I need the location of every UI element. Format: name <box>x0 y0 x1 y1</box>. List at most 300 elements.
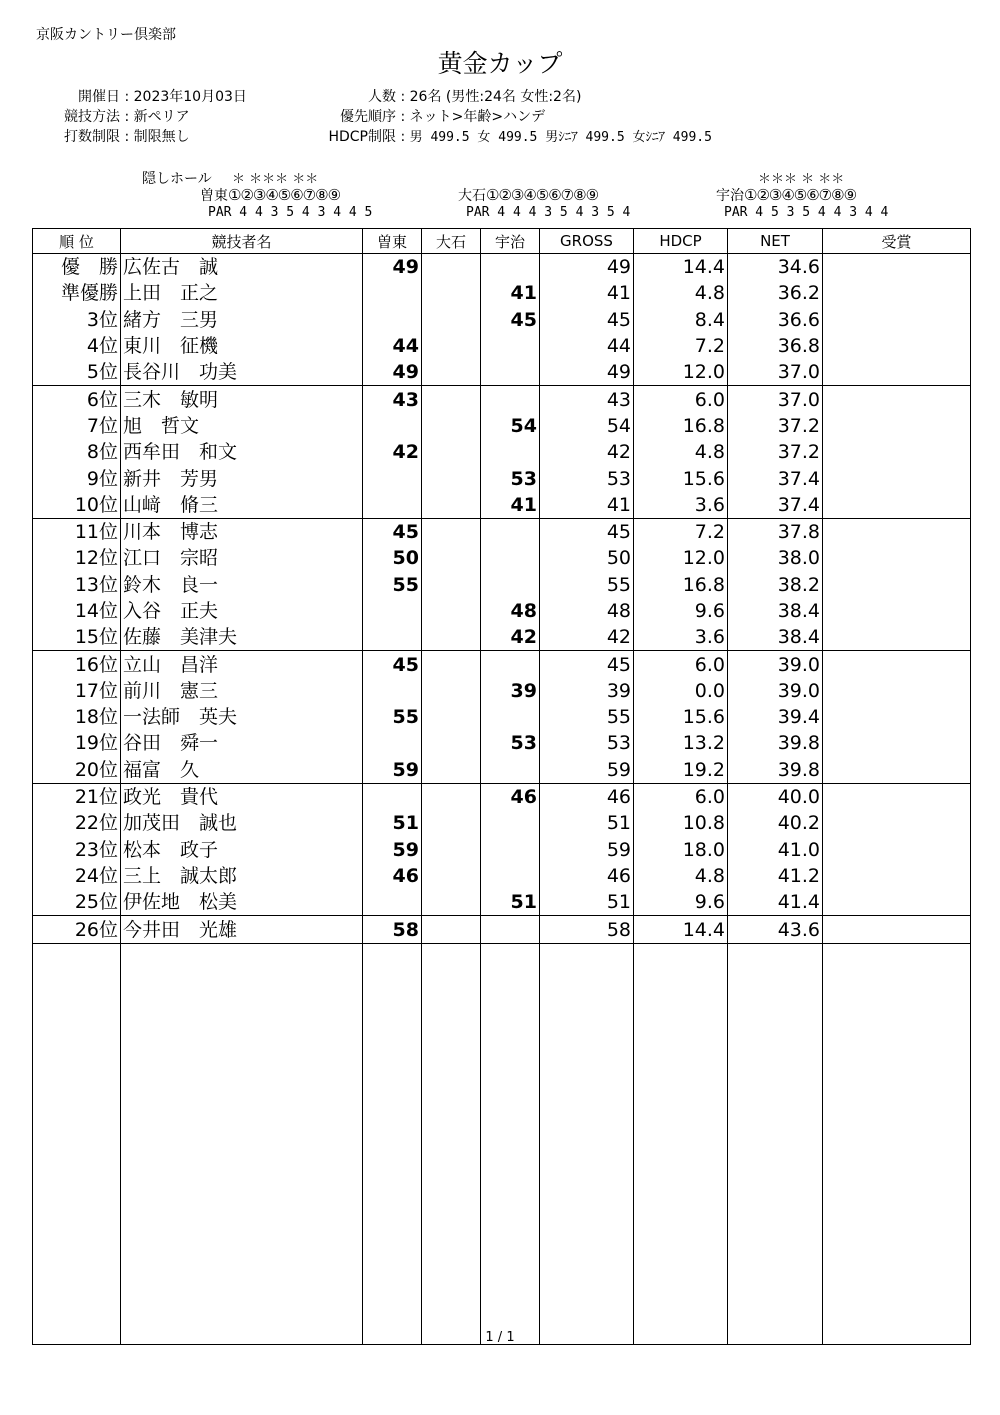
cell-name: 佐藤 美津夫 <box>121 624 363 651</box>
filler-cell <box>540 943 634 1344</box>
cell-name: 三木 敏明 <box>121 386 363 413</box>
cell-rank: 26位 <box>33 916 121 943</box>
cell-name: 旭 哲文 <box>121 413 363 439</box>
cell-rank: 16位 <box>33 651 121 678</box>
cell-score-oishi <box>422 598 481 624</box>
cell-score-oishi <box>422 651 481 678</box>
cell-score-uji: 42 <box>481 624 540 651</box>
cell-rank: 8位 <box>33 439 121 465</box>
cell-score-sotou: 58 <box>363 916 422 943</box>
cell-score-sotou: 45 <box>363 651 422 678</box>
cell-hdcp: 3.6 <box>634 492 728 519</box>
col-award: 受賞 <box>823 229 971 254</box>
table-row <box>33 333 971 359</box>
cell-hdcp: 7.2 <box>634 518 728 545</box>
table-row <box>33 386 971 413</box>
cell-gross: 49 <box>540 359 634 386</box>
cell-award <box>823 730 971 756</box>
cell-score-uji: 48 <box>481 598 540 624</box>
cell-rank: 23位 <box>33 837 121 863</box>
cell-gross: 51 <box>540 810 634 836</box>
cell-net: 37.2 <box>728 439 823 465</box>
cell-hdcp: 16.8 <box>634 413 728 439</box>
table-row <box>33 757 971 784</box>
table-row <box>33 359 971 386</box>
cell-net: 40.2 <box>728 810 823 836</box>
course-uji-holes: ①②③④⑤⑥⑦⑧⑨ <box>744 186 857 204</box>
cell-hdcp: 18.0 <box>634 837 728 863</box>
col-net: NET <box>728 229 823 254</box>
cell-gross: 55 <box>540 572 634 598</box>
cell-hdcp: 13.2 <box>634 730 728 756</box>
cell-rank: 9位 <box>33 465 121 491</box>
table-row <box>33 465 971 491</box>
cell-award <box>823 333 971 359</box>
cell-score-uji: 39 <box>481 678 540 704</box>
info-method-label: 競技方法 <box>64 109 120 125</box>
cell-hdcp: 16.8 <box>634 572 728 598</box>
cell-gross: 54 <box>540 413 634 439</box>
table-row <box>33 492 971 519</box>
cell-score-oishi <box>422 518 481 545</box>
cell-gross: 55 <box>540 704 634 730</box>
cell-net: 43.6 <box>728 916 823 943</box>
cell-score-oishi <box>422 307 481 333</box>
col-uji: 宇治 <box>481 229 540 254</box>
cell-name: 長谷川 功美 <box>121 359 363 386</box>
cell-award <box>823 837 971 863</box>
cell-score-sotou <box>363 307 422 333</box>
cell-rank: 10位 <box>33 492 121 519</box>
info-limit-label: 打数制限 <box>64 129 120 145</box>
cell-name: 谷田 舜一 <box>121 730 363 756</box>
cell-score-uji <box>481 704 540 730</box>
cell-score-uji <box>481 359 540 386</box>
info-limit-value: 制限無し <box>133 129 190 145</box>
cell-gross: 39 <box>540 678 634 704</box>
cell-award <box>823 359 971 386</box>
cell-score-uji: 51 <box>481 889 540 916</box>
cell-rank: 17位 <box>33 678 121 704</box>
club-name: 京阪カントリー倶楽部 <box>36 27 176 43</box>
cell-gross: 46 <box>540 863 634 889</box>
col-hdcp: HDCP <box>634 229 728 254</box>
cell-score-oishi <box>422 916 481 943</box>
cell-score-sotou: 45 <box>363 518 422 545</box>
cell-gross: 42 <box>540 624 634 651</box>
cell-award <box>823 307 971 333</box>
cell-award <box>823 889 971 916</box>
info-method-value: 新ペリア <box>133 109 190 125</box>
cell-rank: 13位 <box>33 572 121 598</box>
cell-score-oishi <box>422 413 481 439</box>
cell-hdcp: 6.0 <box>634 651 728 678</box>
cell-award <box>823 439 971 465</box>
cell-score-oishi <box>422 889 481 916</box>
cell-score-oishi <box>422 730 481 756</box>
cell-gross: 53 <box>540 730 634 756</box>
table-row <box>33 545 971 571</box>
hidden-holes-label: 隠しホール <box>142 171 212 187</box>
table-row <box>33 678 971 704</box>
cell-name: 福富 久 <box>121 757 363 784</box>
cell-score-oishi <box>422 280 481 306</box>
cell-hdcp: 3.6 <box>634 624 728 651</box>
info-date-value: 2023年10月03日 <box>133 89 247 105</box>
cell-award <box>823 386 971 413</box>
cell-net: 37.0 <box>728 386 823 413</box>
cell-net: 39.0 <box>728 678 823 704</box>
cell-name: 三上 誠太郎 <box>121 863 363 889</box>
cell-score-oishi <box>422 837 481 863</box>
cell-net: 37.4 <box>728 492 823 519</box>
cell-award <box>823 465 971 491</box>
course-uji <box>716 188 856 204</box>
cell-gross: 44 <box>540 333 634 359</box>
table-row <box>33 704 971 730</box>
cell-score-sotou: 55 <box>363 704 422 730</box>
filler-cell <box>363 943 422 1344</box>
table-row <box>33 916 971 943</box>
cell-score-sotou <box>363 730 422 756</box>
cell-score-uji: 53 <box>481 465 540 491</box>
table-row <box>33 863 971 889</box>
info-date: 開催日 : 2023年10月03日 <box>48 86 247 106</box>
cell-gross: 50 <box>540 545 634 571</box>
cell-award <box>823 678 971 704</box>
course-oishi <box>458 188 598 204</box>
cell-name: 広佐古 誠 <box>121 254 363 281</box>
cell-score-uji <box>481 863 540 889</box>
cell-hdcp: 15.6 <box>634 704 728 730</box>
cell-gross: 49 <box>540 254 634 281</box>
cell-name: 政光 貴代 <box>121 783 363 810</box>
cell-score-sotou: 55 <box>363 572 422 598</box>
cell-award <box>823 492 971 519</box>
cell-name: 前川 憲三 <box>121 678 363 704</box>
course-uji-par: PAR 4 5 3 5 4 4 3 4 4 <box>724 205 889 220</box>
table-row <box>33 413 971 439</box>
cell-score-sotou: 49 <box>363 254 422 281</box>
col-rank: 順 位 <box>33 229 121 254</box>
cell-score-uji <box>481 810 540 836</box>
course-sotou-name: 曽東 <box>200 188 228 204</box>
cell-hdcp: 15.6 <box>634 465 728 491</box>
cell-net: 37.2 <box>728 413 823 439</box>
info-priority-label: 優先順序 <box>340 109 396 125</box>
cell-score-sotou <box>363 598 422 624</box>
cell-gross: 41 <box>540 280 634 306</box>
cell-net: 37.4 <box>728 465 823 491</box>
cell-rank: 15位 <box>33 624 121 651</box>
cell-score-sotou: 51 <box>363 810 422 836</box>
cell-hdcp: 9.6 <box>634 889 728 916</box>
cell-score-oishi <box>422 545 481 571</box>
page-title: 黄金カップ <box>437 49 563 78</box>
cell-hdcp: 10.8 <box>634 810 728 836</box>
filler-cell <box>823 943 971 1344</box>
cell-rank: 優 勝 <box>33 254 121 281</box>
cell-award <box>823 518 971 545</box>
info-date-label: 開催日 <box>78 89 120 105</box>
cell-score-uji <box>481 545 540 571</box>
cell-name: 今井田 光雄 <box>121 916 363 943</box>
cell-award <box>823 572 971 598</box>
cell-name: 伊佐地 松美 <box>121 889 363 916</box>
table-row <box>33 783 971 810</box>
info-count-value: 26名 (男性:24名 女性:2名) <box>409 89 582 105</box>
cell-rank: 22位 <box>33 810 121 836</box>
cell-gross: 42 <box>540 439 634 465</box>
cell-hdcp: 7.2 <box>634 333 728 359</box>
results-table <box>32 228 971 1345</box>
cell-score-oishi <box>422 678 481 704</box>
cell-score-sotou: 42 <box>363 439 422 465</box>
table-row <box>33 254 971 281</box>
cell-award <box>823 413 971 439</box>
cell-hdcp: 12.0 <box>634 545 728 571</box>
cell-award <box>823 651 971 678</box>
info-count: 人数 : 26名 (男性:24名 女性:2名) <box>310 86 581 106</box>
cell-rank: 12位 <box>33 545 121 571</box>
cell-score-sotou: 59 <box>363 837 422 863</box>
cell-rank: 14位 <box>33 598 121 624</box>
cell-hdcp: 9.6 <box>634 598 728 624</box>
cell-gross: 59 <box>540 757 634 784</box>
col-sotou: 曽東 <box>363 229 422 254</box>
cell-name: 立山 昌洋 <box>121 651 363 678</box>
cell-score-oishi <box>422 386 481 413</box>
cell-gross: 46 <box>540 783 634 810</box>
cell-score-sotou <box>363 280 422 306</box>
cell-award <box>823 810 971 836</box>
cell-rank: 準優勝 <box>33 280 121 306</box>
info-priority: 優先順序 : ネット>年齢>ハンデ <box>310 106 545 126</box>
cell-score-uji <box>481 651 540 678</box>
course-sotou-stars: ＊ ＊＊＊ ＊＊ <box>232 172 319 187</box>
course-sotou-holes: ①②③④⑤⑥⑦⑧⑨ <box>228 186 341 204</box>
info-hdcp: HDCP制限 : 男 499.5 女 499.5 男ｼﾆｱ 499.5 女ｼﾆｱ 499.5 <box>310 126 712 146</box>
cell-gross: 59 <box>540 837 634 863</box>
cell-hdcp: 0.0 <box>634 678 728 704</box>
cell-score-sotou <box>363 465 422 491</box>
cell-score-uji: 41 <box>481 492 540 519</box>
cell-name: 緒方 三男 <box>121 307 363 333</box>
cell-rank: 25位 <box>33 889 121 916</box>
cell-rank: 3位 <box>33 307 121 333</box>
cell-hdcp: 12.0 <box>634 359 728 386</box>
col-oishi: 大石 <box>422 229 481 254</box>
cell-net: 37.8 <box>728 518 823 545</box>
cell-score-uji <box>481 333 540 359</box>
page-number: 1 / 1 <box>485 1330 515 1345</box>
filler-cell <box>481 943 540 1344</box>
cell-net: 39.4 <box>728 704 823 730</box>
cell-rank: 21位 <box>33 783 121 810</box>
info-limit: 打数制限 : 制限無し <box>48 126 190 146</box>
cell-gross: 48 <box>540 598 634 624</box>
cell-gross: 45 <box>540 307 634 333</box>
cell-award <box>823 916 971 943</box>
filler-cell <box>33 943 121 1344</box>
cell-score-uji <box>481 572 540 598</box>
info-count-label: 人数 <box>368 89 396 105</box>
cell-name: 上田 正之 <box>121 280 363 306</box>
cell-name: 一法師 英夫 <box>121 704 363 730</box>
cell-score-sotou: 59 <box>363 757 422 784</box>
cell-hdcp: 4.8 <box>634 439 728 465</box>
cell-award <box>823 783 971 810</box>
cell-net: 38.4 <box>728 598 823 624</box>
table-row <box>33 624 971 651</box>
cell-score-sotou <box>363 413 422 439</box>
cell-score-uji <box>481 837 540 863</box>
cell-rank: 5位 <box>33 359 121 386</box>
cell-score-uji <box>481 254 540 281</box>
cell-rank: 6位 <box>33 386 121 413</box>
table-filler-row <box>33 943 971 1344</box>
cell-score-sotou <box>363 678 422 704</box>
cell-gross: 51 <box>540 889 634 916</box>
cell-score-sotou <box>363 889 422 916</box>
cell-gross: 58 <box>540 916 634 943</box>
course-sotou-par: PAR 4 4 3 5 4 3 4 4 5 <box>208 205 373 220</box>
cell-award <box>823 280 971 306</box>
cell-award <box>823 757 971 784</box>
cell-net: 34.6 <box>728 254 823 281</box>
cell-score-oishi <box>422 757 481 784</box>
course-oishi-holes: ①②③④⑤⑥⑦⑧⑨ <box>486 186 599 204</box>
filler-cell <box>121 943 363 1344</box>
cell-score-oishi <box>422 359 481 386</box>
cell-award <box>823 545 971 571</box>
cell-score-oishi <box>422 492 481 519</box>
cell-name: 西牟田 和文 <box>121 439 363 465</box>
cell-score-sotou <box>363 492 422 519</box>
cell-rank: 7位 <box>33 413 121 439</box>
col-gross: GROSS <box>540 229 634 254</box>
cell-gross: 45 <box>540 651 634 678</box>
cell-gross: 53 <box>540 465 634 491</box>
cell-hdcp: 14.4 <box>634 254 728 281</box>
cell-score-uji <box>481 757 540 784</box>
cell-score-sotou: 49 <box>363 359 422 386</box>
cell-award <box>823 863 971 889</box>
table-row <box>33 280 971 306</box>
cell-rank: 19位 <box>33 730 121 756</box>
cell-hdcp: 4.8 <box>634 863 728 889</box>
table-row <box>33 810 971 836</box>
table-row <box>33 572 971 598</box>
cell-net: 41.4 <box>728 889 823 916</box>
cell-hdcp: 6.0 <box>634 386 728 413</box>
cell-net: 39.8 <box>728 757 823 784</box>
course-oishi-name: 大石 <box>458 188 486 204</box>
cell-net: 39.8 <box>728 730 823 756</box>
cell-gross: 43 <box>540 386 634 413</box>
table-row <box>33 598 971 624</box>
cell-gross: 45 <box>540 518 634 545</box>
cell-name: 松本 政子 <box>121 837 363 863</box>
cell-name: 江口 宗昭 <box>121 545 363 571</box>
cell-name: 東川 征機 <box>121 333 363 359</box>
table-row <box>33 651 971 678</box>
cell-net: 37.0 <box>728 359 823 386</box>
cell-net: 36.2 <box>728 280 823 306</box>
cell-score-uji: 53 <box>481 730 540 756</box>
info-method: 競技方法 : 新ペリア <box>48 106 190 126</box>
table-row <box>33 307 971 333</box>
cell-net: 41.2 <box>728 863 823 889</box>
cell-score-oishi <box>422 572 481 598</box>
cell-name: 新井 芳男 <box>121 465 363 491</box>
cell-gross: 41 <box>540 492 634 519</box>
cell-hdcp: 6.0 <box>634 783 728 810</box>
cell-award <box>823 704 971 730</box>
table-row <box>33 439 971 465</box>
cell-score-uji: 45 <box>481 307 540 333</box>
cell-score-sotou <box>363 624 422 651</box>
cell-score-uji <box>481 439 540 465</box>
cell-score-uji: 46 <box>481 783 540 810</box>
filler-cell <box>634 943 728 1344</box>
course-uji-stars: ＊＊＊ ＊ ＊＊ <box>758 172 845 187</box>
cell-hdcp: 14.4 <box>634 916 728 943</box>
filler-cell <box>422 943 481 1344</box>
cell-score-oishi <box>422 704 481 730</box>
cell-net: 40.0 <box>728 783 823 810</box>
cell-score-oishi <box>422 624 481 651</box>
cell-rank: 11位 <box>33 518 121 545</box>
cell-score-oishi <box>422 333 481 359</box>
table-header-row <box>33 229 971 254</box>
cell-rank: 20位 <box>33 757 121 784</box>
cell-name: 加茂田 誠也 <box>121 810 363 836</box>
course-sotou <box>200 188 340 204</box>
filler-cell <box>728 943 823 1344</box>
cell-hdcp: 19.2 <box>634 757 728 784</box>
cell-score-sotou <box>363 783 422 810</box>
cell-hdcp: 4.8 <box>634 280 728 306</box>
table-row <box>33 518 971 545</box>
cell-name: 入谷 正夫 <box>121 598 363 624</box>
cell-name: 川本 博志 <box>121 518 363 545</box>
table-row <box>33 889 971 916</box>
cell-score-uji: 41 <box>481 280 540 306</box>
info-hdcp-value: 男 499.5 女 499.5 男ｼﾆｱ 499.5 女ｼﾆｱ 499.5 <box>409 130 712 145</box>
cell-score-sotou: 46 <box>363 863 422 889</box>
cell-net: 38.4 <box>728 624 823 651</box>
course-oishi-par: PAR 4 4 4 3 5 4 3 5 4 <box>466 205 631 220</box>
cell-score-oishi <box>422 465 481 491</box>
col-name: 競技者名 <box>121 229 363 254</box>
cell-name: 鈴木 良一 <box>121 572 363 598</box>
cell-award <box>823 254 971 281</box>
info-priority-value: ネット>年齢>ハンデ <box>409 109 546 125</box>
table-row <box>33 837 971 863</box>
cell-score-oishi <box>422 863 481 889</box>
cell-rank: 24位 <box>33 863 121 889</box>
cell-net: 39.0 <box>728 651 823 678</box>
cell-score-uji: 54 <box>481 413 540 439</box>
cell-net: 38.2 <box>728 572 823 598</box>
cell-award <box>823 598 971 624</box>
cell-net: 38.0 <box>728 545 823 571</box>
cell-award <box>823 624 971 651</box>
info-hdcp-label: HDCP制限 <box>328 129 396 145</box>
cell-score-uji <box>481 386 540 413</box>
cell-name: 山﨑 脩三 <box>121 492 363 519</box>
